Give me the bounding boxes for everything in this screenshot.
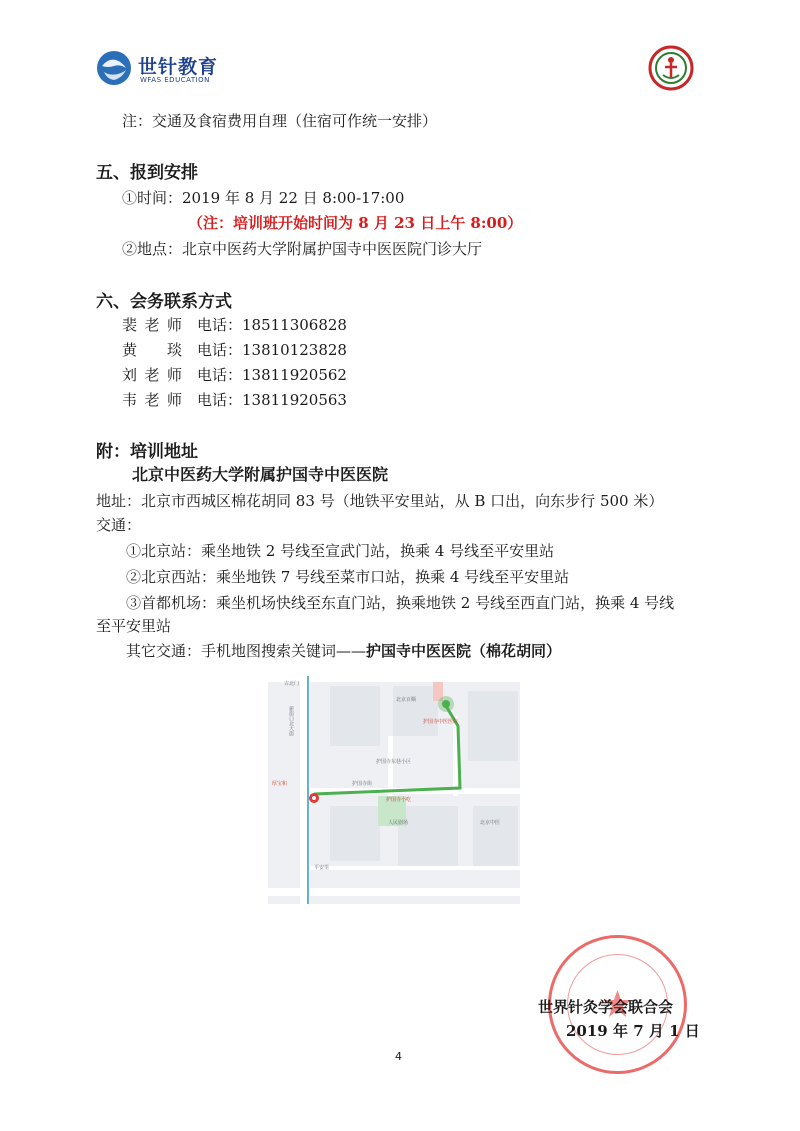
logo-text: 世针教育: [138, 56, 219, 78]
emblem-icon: [648, 45, 694, 91]
other-transport: [126, 640, 561, 661]
signature-date: 2019 年 7 月 1 日: [566, 1022, 700, 1040]
map-label: 北京中医: [480, 820, 501, 826]
map-label: 北京百顺: [396, 697, 417, 703]
transport-label: 交通：: [96, 516, 142, 534]
map-label: 护国寺中医医院: [423, 719, 459, 725]
search-keyword: 护国寺中医医院（棉花胡同）: [366, 642, 562, 660]
contact-name: 裴老师: [122, 316, 182, 334]
route-beijing-west: ②北京西站：乘坐地铁 7 号线至菜市口站，换乘 4 号线至平安里站: [126, 568, 570, 586]
signature-org: 世界针灸学会联合会: [538, 998, 674, 1016]
registration-place: ②地点：北京中医药大学附属护国寺中医医院门诊大厅: [122, 240, 483, 258]
registration-time-note: （注：培训班开始时间为 8 月 23 日上午 8:00）: [188, 214, 523, 232]
section-5-title: 五、报到安排: [96, 163, 198, 183]
map-label: 新街口北大街: [288, 706, 294, 736]
registration-time: ①时间：2019 年 8 月 22 日 8:00-17:00: [122, 189, 405, 207]
section-6-title: 六、会务联系方式: [96, 292, 232, 312]
contact-name: 韦老师: [122, 391, 182, 409]
appendix-title: 附：培训地址: [96, 442, 198, 462]
hospital-address: 地址：北京市西城区棉花胡同 83 号（地铁平安里站，从 B 口出，向东步行 500 米）: [96, 492, 664, 510]
contact-phone: 电话：13810123828: [197, 341, 347, 359]
map-label: 人民剧场: [388, 820, 409, 826]
route-airport: ③首都机场：乘坐机场快线至东直门站，换乘地铁 2 号线至西直门站，换乘 4 号线: [126, 594, 675, 612]
location-map: [268, 676, 526, 904]
contact-name: 刘老师: [122, 366, 182, 384]
hospital-name: 北京中医药大学附属护国寺中医医院: [132, 465, 389, 484]
route-airport-cont: 至平安里站: [96, 617, 172, 635]
page-number: 4: [395, 1050, 402, 1063]
transport-note: 注：交通及食宿费用自理（住宿可作统一安排）: [122, 112, 438, 130]
contact-name: 黄 琰: [122, 341, 182, 359]
other-transport-prefix: 其它交通：手机地图搜索关键词——: [126, 642, 367, 660]
map-label: 护国寺小吃: [386, 797, 412, 803]
logo-subtitle: WFAS EDUCATION: [140, 76, 210, 84]
map-label: 古北门: [284, 681, 300, 687]
contact-phone: 电话：18511306828: [197, 316, 347, 334]
map-label: 厚宝和: [272, 781, 288, 787]
wfas-logo: [96, 50, 132, 86]
contact-phone: 电话：13811920562: [197, 366, 347, 384]
map-label: 平安里: [314, 865, 330, 871]
contact-phone: 电话：13811920563: [197, 391, 347, 409]
route-beijing-station: ①北京站：乘坐地铁 2 号线至宣武门站，换乘 4 号线至平安里站: [126, 542, 555, 560]
map-label: 护国寺东巷小区: [376, 759, 412, 765]
map-label: 护国寺街: [352, 781, 373, 787]
